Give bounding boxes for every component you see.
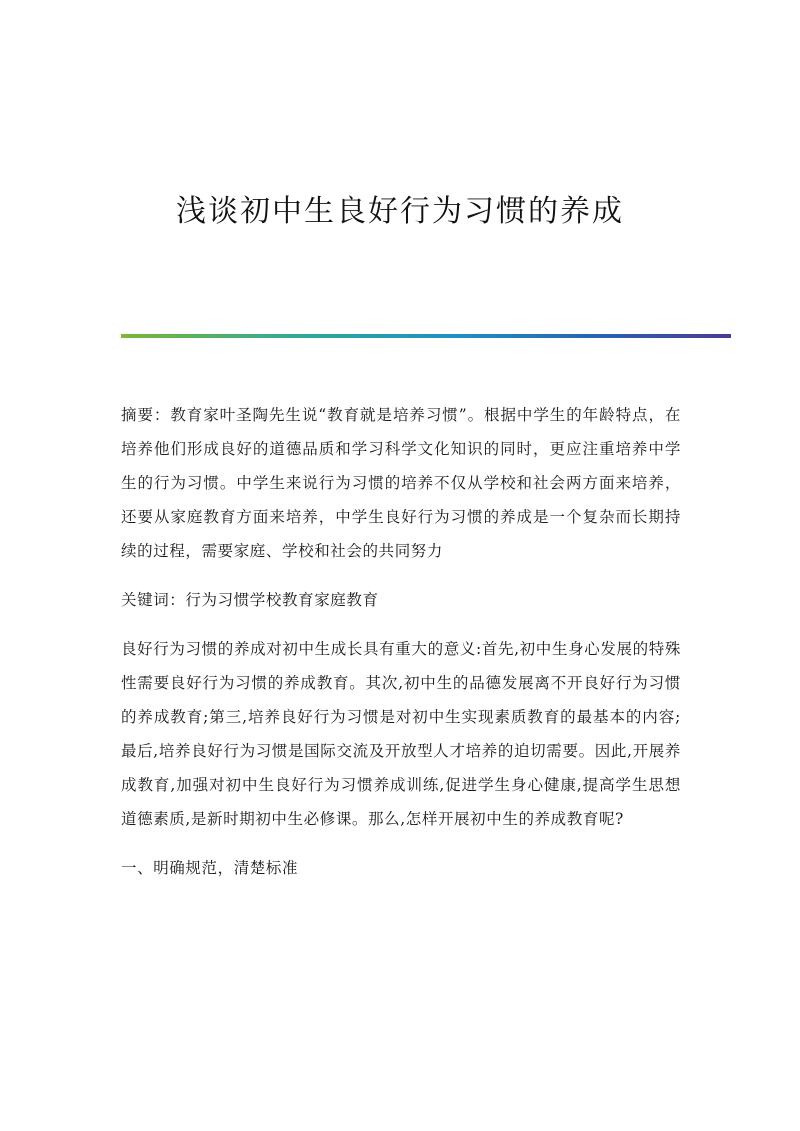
abstract-paragraph: 摘要：教育家叶圣陶先生说“教育就是培养习惯”。根据中学生的年龄特点，在培养他们形成良好的道德品质和学习科学文化知识的同时，更应注重培养中学生的行为习惯。中学生来说行为习惯的培养不仅从学校和社会两方面来培养，还要从家庭教育方面来培养，中学生良好行为习惯的养成是一个复杂而长期持续的过程，需要家庭、学校和社会的共同努力	[121, 406, 681, 560]
document-title: 浅谈初中生良好行为习惯的养成	[176, 194, 624, 229]
section-heading: 一、明确规范，清楚标准	[121, 859, 299, 877]
keywords-paragraph: 关键词：行为习惯学校教育家庭教育	[121, 591, 379, 609]
intro-paragraph: 良好行为习惯的养成对初中生成长具有重大的意义:首先,初中生身心发展的特殊性需要良好行为习惯的养成教育。其次,初中生的品德发展离不开良好行为习惯的养成教育;第三,培养良好行为习惯是对初中生实现素质教育的最基本的内容;最后,培养良好行为习惯是国际交流及开放型人才培养的迫切需要。因此,开展养成教育,加强对初中生良好行为习惯养成训练,促进学生身心健康,提高学生思想道德素质,是新时期初中生必修课。那么,怎样开展初中生的养成教育呢?	[121, 640, 681, 828]
title-divider	[121, 334, 731, 338]
document-body	[121, 398, 681, 900]
